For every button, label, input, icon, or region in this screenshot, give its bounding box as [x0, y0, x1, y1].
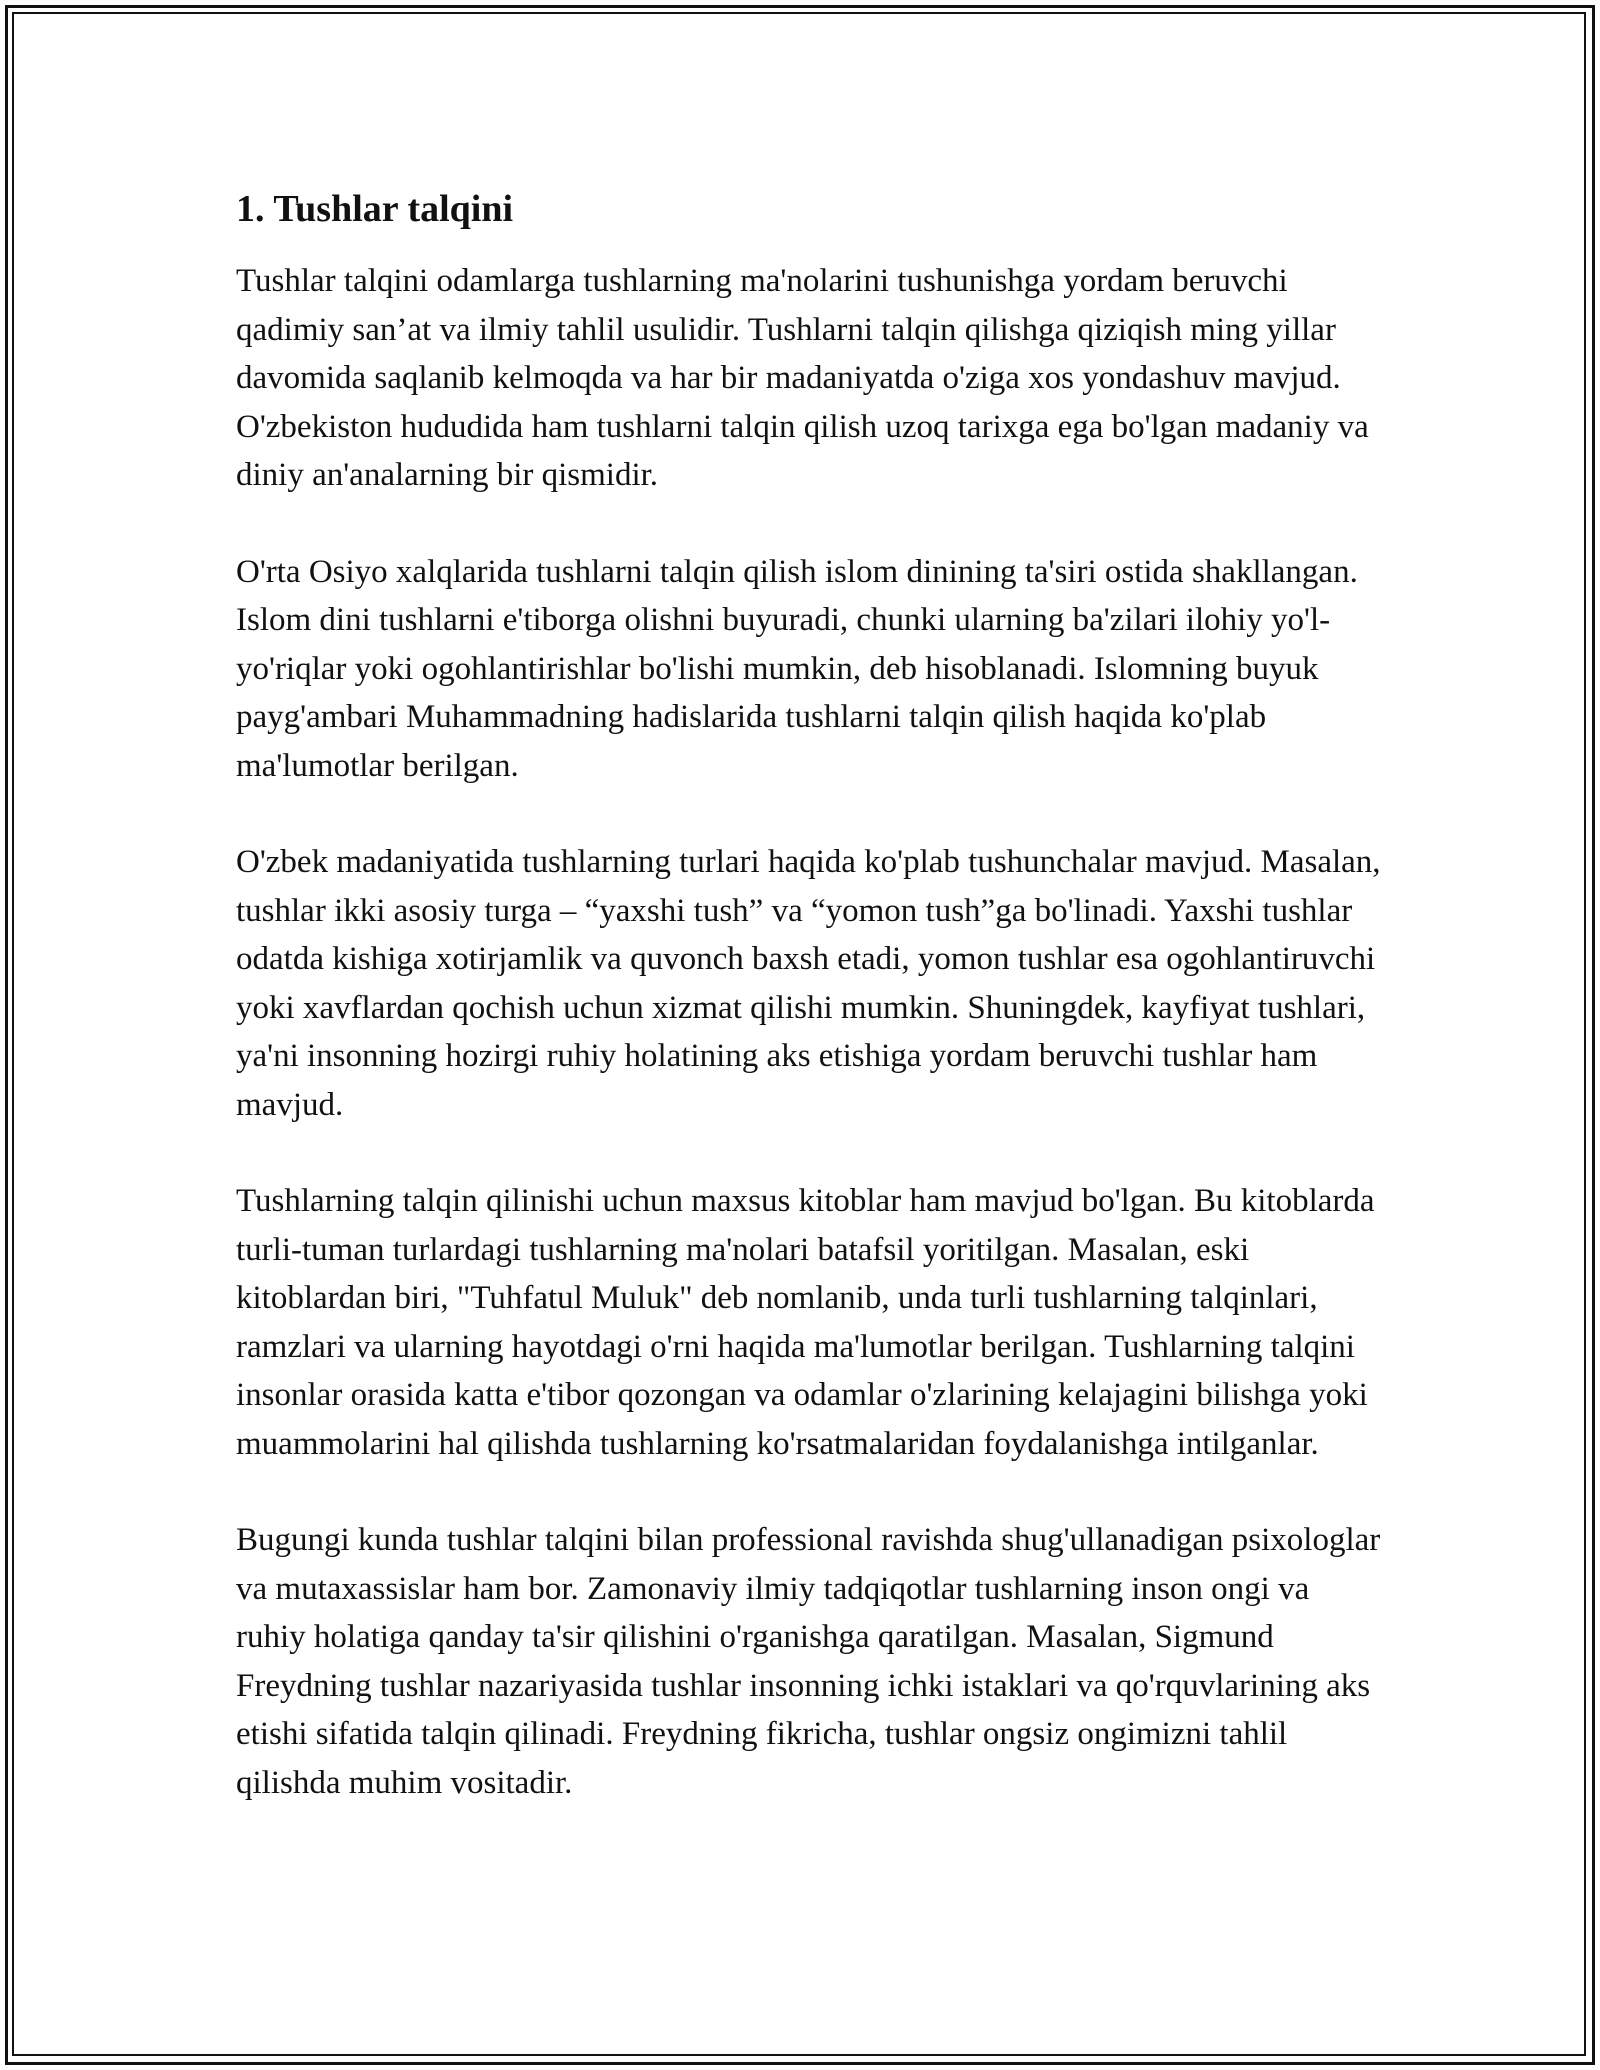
paragraph-intro: Tushlar talqini odamlarga tushlarning ma'nolarini tushunishga yordam beruvchi qadimiy san’at va ilmiy tahlil usulidir. Tushlarni talqin qilishga qiziqish ming yillar davomida saqlanib kelmoqda va har bir madaniyatda o'ziga xos yondashuv mavjud. O'zbekiston hududida ham tushlarni talqin qilish uzoq tarixga ega bo'lgan madaniy va diniy an'analarning bir qismidir. [236, 263, 1369, 493]
section-heading: 1. Tushlar talqini [236, 188, 514, 230]
paragraph-modern: Bugungi kunda tushlar talqini bilan professional ravishda shug'ullanadigan psixologlar va mutaxassislar ham bor. Zamonaviy ilmiy tadqiqotlar tushlarning inson ongi va ruhiy holatiga qanday ta'sir qilishini o'rganishga qaratilgan. Masalan, Sigmund Freydning tushlar nazariyasida tushlar insonning ichki istaklari va qo'rquvlarining aks etishi sifatida talqin qilinadi. Freydning fikricha, tushlar ongsiz ongimizni tahlil qilishda muhim vositadir. [236, 1522, 1381, 1801]
paragraph-dream-types: O'zbek madaniyatida tushlarning turlari haqida ko'plab tushunchalar mavjud. Masalan, tushlar ikki asosiy turga – “yaxshi tush” va “yomon tush”ga bo'linadi. Yaxshi tushlar odatda kishiga xotirjamlik va quvonch baxsh etadi, yomon tushlar esa ogohlantiruvchi yoki xavflardan qochish uchun xizmat qilishi mumkin. Shuningdek, kayfiyat tushlari, ya'ni insonning hozirgi ruhiy holatining aks etishiga yordam beruvchi tushlar ham mavjud. [236, 844, 1381, 1123]
paragraph-islam: O'rta Osiyo xalqlarida tushlarni talqin qilish islom dinining ta'siri ostida shakllangan. Islom dini tushlarni e'tiborga olishni buyuradi, chunki ularning ba'zilari ilohiy yo'l-yo'riqlar yoki ogohlantirishlar bo'lishi mumkin, deb hisoblanadi. Islomning buyuk payg'ambari Muhammadning hadislarida tushlarni talqin qilish haqida ko'plab ma'lumotlar berilgan. [236, 553, 1358, 784]
paragraph-books: Tushlarning talqin qilinishi uchun maxsus kitoblar ham mavjud bo'lgan. Bu kitoblarda turli-tuman turlardagi tushlarning ma'nolari batafsil yoritilgan. Masalan, eski kitoblardan biri, "Tuhfatul Muluk" deb nomlanib, unda turli tushlarning talqinlari, ramzlari va ularning hayotdagi o'rni haqida ma'lumotlar berilgan. Tushlarning talqini insonlar orasida katta e'tibor qozongan va odamlar o'zlarining kelajagini bilishga yoki muammolarini hal qilishda tushlarning ko'rsatmalaridan foydalanishga intilganlar. [236, 1183, 1375, 1462]
document-page [236, 185, 1386, 1855]
